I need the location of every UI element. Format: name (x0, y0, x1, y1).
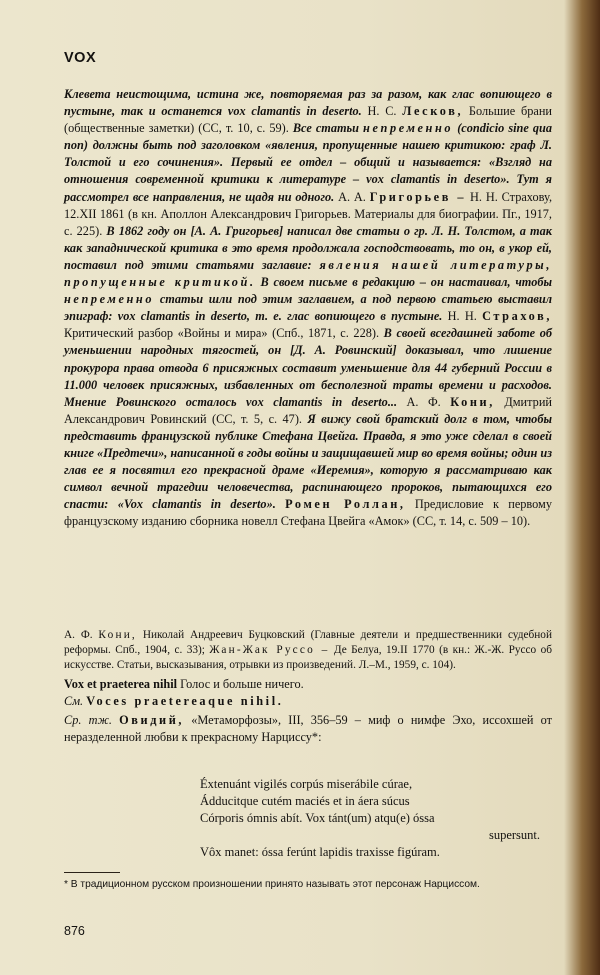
citation: Дмитрий Александрович Ровинский (СС, т. 5, с. 47). (64, 394, 552, 426)
entry-headword: VOX (64, 50, 97, 66)
citation: Предисловие к первому французскому изданию сборника новелл Стефана Цвейга «Амок» (СС, т. 14, с. 509 – 10). (64, 497, 552, 529)
author-name: Кони, (98, 629, 137, 641)
author-initials: А. Ф. (64, 629, 93, 641)
author-name: Страхов, (482, 309, 553, 324)
quote-leskov: Клевета неистощима, истина же, повторяемая раз за разом, как глас вопиющего в пустыне, так и останется vox clamantis in deserto. (64, 87, 552, 119)
author-initials: Н. Н. (447, 309, 477, 324)
compare-label: Ср. тж. (64, 713, 112, 727)
quote-grigoriev: Все статьи (292, 121, 360, 136)
spaced-word: непременно (363, 121, 454, 136)
citation: Де Белуа, 19.II 1770 (в кн.: Ж.-Ж. Руссо об искусстве. Статьи, высказывания, отрывки из произведений. Л.–М., 1959, с. 104). (64, 644, 552, 671)
quote-koni: В своей всегдашней заботе об уменьшении народных тягостей, он [Д. А. Ровинский] доказывал, что лишение прокурора права отвода 6 присяжных составит уменьшение для 44 губерний России в 11.000 человек присяжных, избавленных от бесполезной траты времени и расходов. Мнение Ровинского осталось vox clamantis in deserto... (64, 326, 552, 409)
subentry-vox-et-praeterea (64, 676, 552, 693)
verse-line-continuation: supersunt. (488, 828, 540, 842)
verse-line: Vôx manet: óssa ferúnt lapidis traxisse figúram. (200, 845, 440, 859)
page-number: 876 (64, 924, 85, 938)
see-also-line (64, 693, 552, 710)
quote-strakhov-end: статьи шли под этим заглавием, а под первою статьею выставил эпиграф: vox clamantis in deserto, т. е. глас вопиющего в пустыне. (64, 292, 553, 324)
verse-line: Córporis ómnis abít. Vox tánt(um) atqu(e) óssa (200, 811, 435, 825)
author-name: Ромен Роллан, (285, 497, 406, 512)
subentry-translation: Голос и больше ничего. (177, 677, 304, 691)
author-name: Григорьев – (369, 189, 467, 204)
latin-verse (200, 776, 540, 861)
quotations-paragraph (64, 86, 552, 530)
spaced-word: непременно (64, 292, 155, 307)
source-note (64, 628, 552, 673)
author-initials: А. Ф. (406, 394, 441, 409)
verse-line: Éxtenuánt vigilés corpús miserábile cúrae, (200, 777, 413, 791)
footnote: * В традиционном русском произношении принято называть этот персонаж Нарциссом. (64, 879, 480, 890)
citation: Страхову, 12.XII 1861 (в кн. Аполлон Александрович Григорьев. Материалы для биографии. Пг., 1917, с. 225). (64, 189, 553, 238)
verse-line: Ádducitque cutém maciés et in áera súcus (200, 794, 410, 808)
author-name: Жан-Жак Руссо – (209, 644, 330, 656)
author-initials: А. А. (338, 189, 366, 204)
author-name: Лесков, (402, 104, 464, 119)
see-label: См. (64, 694, 84, 708)
compare-line (64, 712, 552, 746)
quote-grigoriev-cont: (condicio sine qua non) должны быть под заголовком «явления, пропущенные нашею критикою: граф Л. Толстой и его сочинения». Первый ее отдел – общий и называется: «Взгляд на отношения современной критики к литературе – vox clamantis in deserto». Тут я рассмотрел все направления, не щадя ни одного. (64, 121, 552, 204)
recipient-initials: Н. Н. (470, 189, 498, 204)
compare-text: «Метаморфозы», III, 356–59 – миф о нимфе Эхо, иссохшей от неразделенной любви к прекрасному Нарциссу*: (64, 713, 552, 744)
author-name: Кони, (450, 394, 495, 409)
spaced-title: явления нашей литературы, пропущенные критикой. (64, 257, 552, 290)
citation: Критический разбор «Войны и мира» (Спб., 1871, с. 228). (64, 326, 380, 341)
citation: Николай Андреевич Буцковский (Главные деятели и предшественники судебной реформы. Спб., 1904, с. 33); (64, 629, 552, 656)
quote-rolland: Я вижу свой братский долг в том, чтобы представить французской публике Стефана Цвейга. Правда, я это уже сделал в своей книге «Предтечи», написанной в годы войны и защищавшей мир во время войны; один из глав ее я посвятил его прекрасной драме «Иеремия», которую я рассматриваю как символ вечной трагедии человечества, распинающего пророков, пытающихся его спасти: «Vox clamantis in deserto». (64, 411, 553, 512)
author-initials: Н. С. (367, 104, 397, 119)
quote-strakhov: В 1862 году он [А. А. Григорьев] написал две статьи о гр. Л. Н. Толстом, а так как западнической критика в это время продолжала господствовать, то он, в укор ей, поставил под этими статьями заглавие: (64, 223, 552, 272)
citation: Большие брани (общественные заметки) (СС, т. 10, с. 59). (64, 104, 553, 136)
quote-strakhov-cont: В своем письме в редакцию – он настаивал, чтобы (260, 275, 553, 290)
footnote-rule (64, 872, 120, 873)
cross-reference: Voces praetereaque nihil. (86, 694, 284, 708)
author-name: Овидий, (119, 713, 185, 727)
subentry-phrase: Vox et praeterea nihil (64, 677, 178, 691)
